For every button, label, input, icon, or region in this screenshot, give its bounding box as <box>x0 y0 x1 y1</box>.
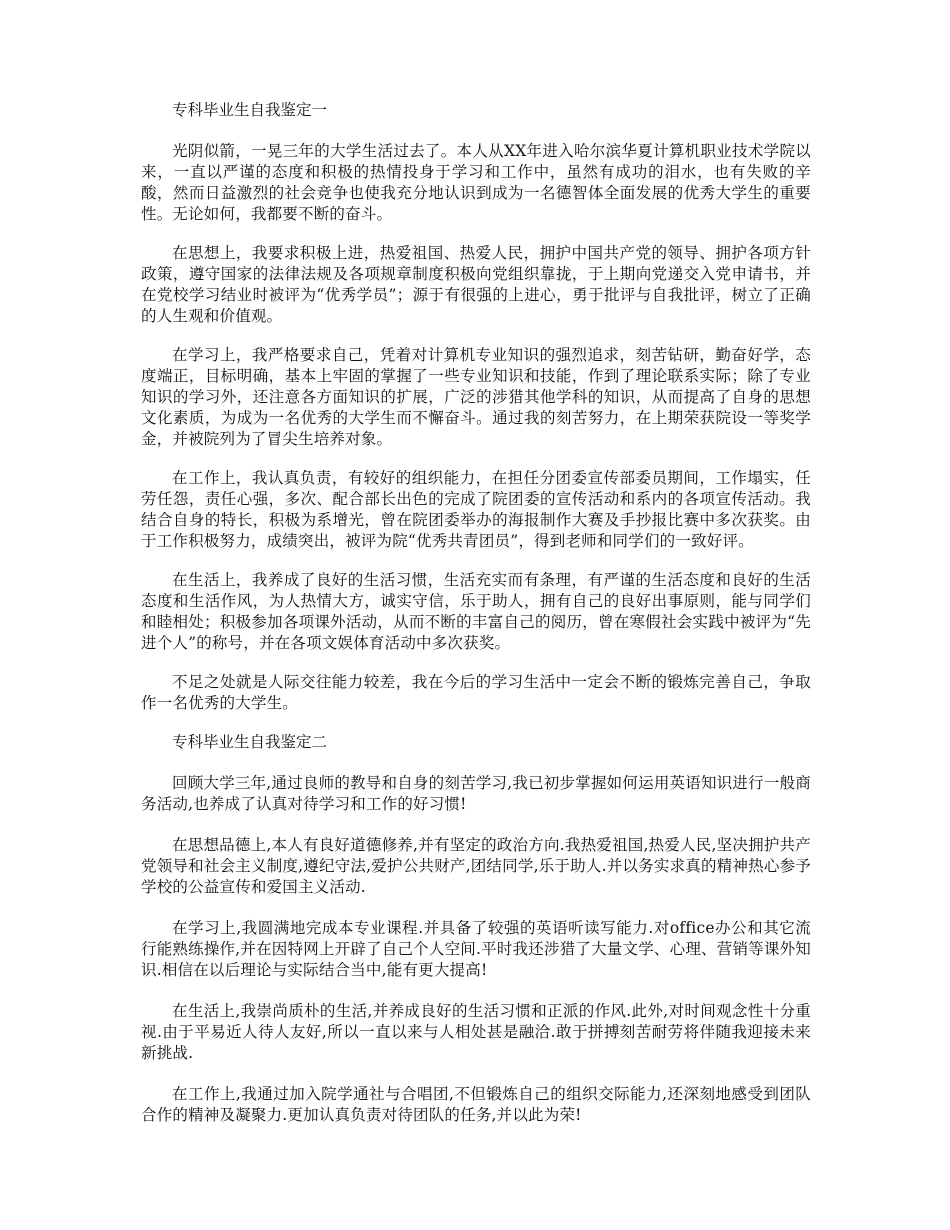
spacer <box>141 121 811 141</box>
section-2-paragraph-5: 在工作上,我通过加入院学通社与合唱团,不但锻炼自己的组织交际能力,还深刻地感受到团队合作的精神及凝聚力.更加认真负责对待团队的任务,并以此为荣! <box>141 1085 811 1124</box>
spacer <box>141 714 811 732</box>
section-2-paragraph-3: 在学习上,我圆满地完成本专业课程.并具备了较强的英语听读写能力.对office办公和其它流行能熟练操作,并在因特网上开辟了自己个人空间.平时我还涉猎了大量文学、心理、营销等课外知识.相信在以后理论与实际结合当中,能有更大提高! <box>141 919 811 979</box>
section-1-title: 专科毕业生自我鉴定一 <box>172 101 328 119</box>
section-2-paragraph-1: 回顾大学三年,通过良师的教导和自身的刻苦学习,我已初步掌握如何运用英语知识进行一般商务活动,也养成了认真对待学习和工作的好习惯! <box>141 774 811 813</box>
section-2-paragraph-2: 在思想品德上,本人有良好道德修养,并有坚定的政治方向.我热爱祖国,热爱人民,坚决拥护共产党领导和社会主义制度,遵纪守法,爱护公共财产,团结同学,乐于助人.并以务实求真的精神热心参予学校的公益宣传和爱国主义活动. <box>141 836 811 896</box>
section-2-paragraph-4: 在生活上,我崇尚质朴的生活,并养成良好的生活习惯和正派的作风.此外,对时间观念性十分重视.由于平易近人待人友好,所以一直以来与人相处甚是融洽.敢于拼搏刻苦耐劳将伴随我迎接未来新挑战. <box>141 1002 811 1062</box>
spacer <box>141 815 811 835</box>
section-2-title: 专科毕业生自我鉴定二 <box>172 733 328 751</box>
spacer <box>141 225 811 243</box>
spacer <box>141 753 811 773</box>
spacer <box>141 1064 811 1084</box>
section-1-paragraph-2: 在思想上，我要求积极上进，热爱祖国、热爱人民，拥护中国共产党的领导、拥护各项方针政策，遵守国家的法律法规及各项规章制度积极向党组织靠拢，于上期向党递交入党申请书，并在党校学习结业时被评为“优秀学员”；源于有很强的上进心，勇于批评与自我批评，树立了正确的人生观和价值观。 <box>141 244 811 325</box>
spacer <box>141 898 811 918</box>
spacer <box>141 552 811 570</box>
document-page <box>141 100 811 1126</box>
spacer <box>141 450 811 468</box>
section-1-paragraph-1: 光阴似箭，一晃三年的大学生活过去了。本人从XX年进入哈尔滨华夏计算机职业技术学院以来，一直以严谨的态度和积极的热情投身于学习和工作中，虽然有成功的泪水，也有失败的辛酸，然而日益激烈的社会竞争也使我充分地认识到成为一名德智体全面发展的优秀大学生的重要性。无论如何，我都要不断的奋斗。 <box>141 142 811 223</box>
spacer <box>141 981 811 1001</box>
spacer <box>141 654 811 672</box>
section-1-paragraph-6: 不足之处就是人际交往能力较差，我在今后的学习生活中一定会不断的锻炼完善自己，争取作一名优秀的大学生。 <box>141 673 811 712</box>
section-1-paragraph-3: 在学习上，我严格要求自己，凭着对计算机专业知识的强烈追求，刻苦钻研，勤奋好学，态度端正，目标明确，基本上牢固的掌握了一些专业知识和技能，作到了理论联系实际；除了专业知识的学习外，还注意各方面知识的扩展，广泛的涉猎其他学科的知识，从而提高了自身的思想文化素质，为成为一名优秀的大学生而不懈奋斗。通过我的刻苦努力，在上期荣获院设一等奖学金，并被院列为了冒尖生培养对象。 <box>141 346 811 448</box>
spacer <box>141 327 811 345</box>
section-1-paragraph-4: 在工作上，我认真负责，有较好的组织能力，在担任分团委宣传部委员期间，工作塌实，任劳任怨，责任心强，多次、配合部长出色的完成了院团委的宣传活动和系内的各项宣传活动。我结合自身的特长，积极为系增光，曾在院团委举办的海报制作大赛及手抄报比赛中多次获奖。由于工作积极努力，成绩突出，被评为院“优秀共青团员”，得到老师和同学们的一致好评。 <box>141 469 811 550</box>
section-1-paragraph-5: 在生活上，我养成了良好的生活习惯，生活充实而有条理，有严谨的生活态度和良好的生活态度和生活作风，为人热情大方，诚实守信，乐于助人，拥有自己的良好出事原则，能与同学们和睦相处；积极参加各项课外活动，从而不断的丰富自己的阅历，曾在寒假社会实践中被评为“先进个人”的称号，并在各项文娱体育活动中多次获奖。 <box>141 571 811 652</box>
